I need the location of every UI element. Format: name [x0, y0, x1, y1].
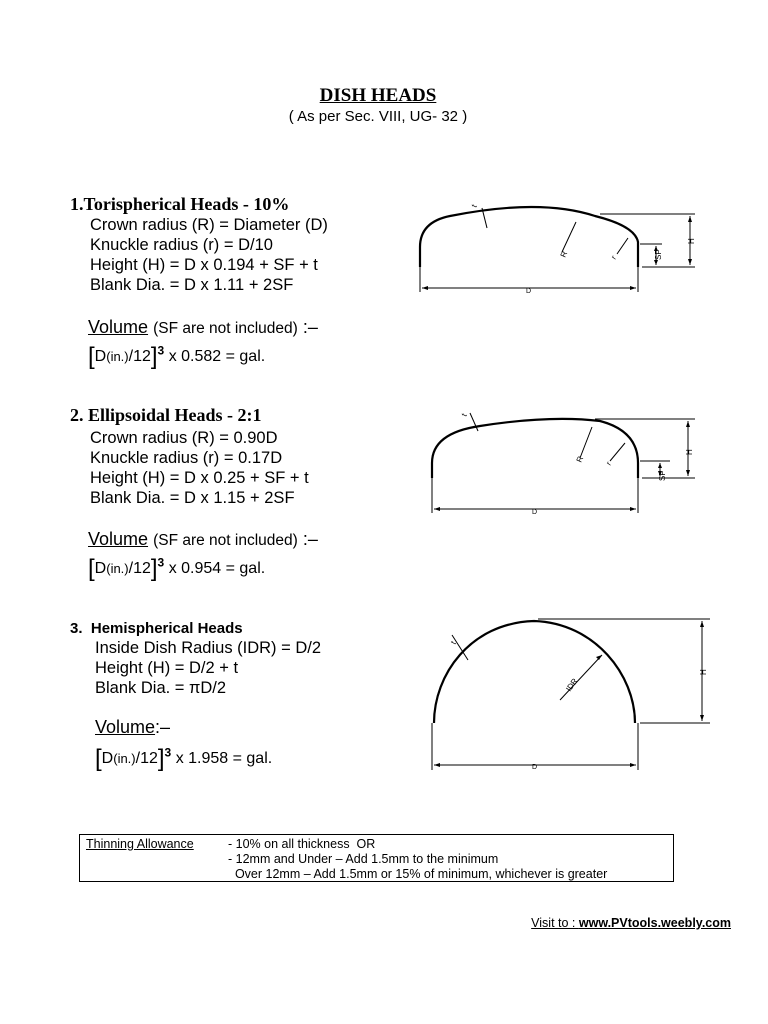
- section-1-volume: [88, 317, 318, 338]
- formula-exp: 3: [157, 343, 165, 358]
- section-1-line: Knuckle radius (r) = D/10: [90, 236, 273, 254]
- thinning-allowance-line: Over 12mm – Add 1.5mm or 15% of minimum, whichever is greater: [228, 867, 608, 881]
- section-1-title: Torispherical Heads: [83, 194, 239, 214]
- section-1-number: 1.: [70, 194, 84, 214]
- crown-radius-label: R: [558, 249, 570, 259]
- diameter-label: D: [526, 288, 532, 295]
- volume-label: Volume: [95, 717, 156, 737]
- section-2-volume: [88, 529, 318, 550]
- thinning-allowance-line: - 10% on all thickness OR: [228, 837, 376, 851]
- volume-suffix: :–: [302, 317, 318, 337]
- section-2-suffix: - 2:1: [227, 405, 262, 425]
- hemispherical-head-diagram: [420, 605, 720, 775]
- section-2-lines: [90, 428, 309, 508]
- formula-sub: (in.): [106, 561, 129, 576]
- knuckle-radius-label: r: [609, 253, 619, 262]
- formula-div: /12: [128, 348, 151, 365]
- section-3-volume: [95, 717, 170, 738]
- volume-label: Volume: [88, 317, 149, 337]
- thickness-label: t: [448, 639, 458, 646]
- section-1-line: Blank Dia. = D x 1.11 + 2SF: [90, 276, 294, 294]
- formula-exp: 3: [164, 745, 172, 760]
- section-3-number: 3.: [70, 620, 83, 637]
- height-label: H: [685, 449, 694, 455]
- section-1-line: Height (H) = D x 0.194 + SF + t: [90, 256, 318, 274]
- thickness-label: t: [459, 412, 469, 418]
- torispherical-head-diagram: [410, 192, 710, 302]
- formula-exp: 3: [157, 555, 165, 570]
- page-subtitle: ( As per Sec. VIII, UG- 32 ): [288, 108, 468, 125]
- height-label: H: [699, 669, 708, 675]
- section-2-line: Knuckle radius (r) = 0.17D: [90, 449, 283, 467]
- formula-d: D: [94, 348, 107, 365]
- section-2-line: Blank Dia. = D x 1.15 + 2SF: [90, 489, 295, 507]
- formula-rest: x 1.958 = gal.: [175, 750, 273, 767]
- section-3-title: Hemispherical Heads: [90, 620, 243, 637]
- straight-flange-label: SF: [658, 470, 667, 481]
- ellipsoidal-head-diagram: [420, 403, 710, 523]
- section-3-line: Blank Dia. = πD/2: [95, 679, 227, 697]
- idr-label: IDR: [564, 676, 580, 694]
- section-2-formula: $[D(in.)/12]^3$ x 0.954 = gal.: [88, 555, 266, 582]
- formula-div: /12: [135, 750, 158, 767]
- formula-rest: x 0.582 = gal.: [168, 348, 266, 365]
- formula-div: /12: [128, 560, 151, 577]
- section-2-line: Crown radius (R) = 0.90D: [90, 429, 278, 447]
- straight-flange-label: SF: [654, 249, 663, 260]
- volume-label: Volume: [88, 529, 149, 549]
- section-1-suffix: - 10%: [242, 194, 290, 214]
- formula-rest: x 0.954 = gal.: [168, 560, 266, 577]
- website-link[interactable]: www.PVtools.weebly.com: [578, 916, 731, 930]
- section-2-title: Ellipsoidal Heads: [88, 405, 223, 425]
- page-title: DISH HEADS: [319, 85, 437, 106]
- footer: [531, 916, 731, 930]
- formula-d: D: [94, 560, 107, 577]
- section-1-lines: [90, 215, 328, 295]
- section-3-lines: [95, 638, 321, 698]
- diameter-label: D: [532, 509, 538, 516]
- formula-d: D: [101, 750, 114, 767]
- volume-note: (SF are not included): [153, 320, 298, 337]
- formula-sub: (in.): [113, 751, 136, 766]
- section-1-formula: $[D(in.)/12]^3$ x 0.582 = gal.: [88, 343, 266, 370]
- crown-radius-label: R: [574, 454, 586, 464]
- volume-note: (SF are not included): [153, 532, 298, 549]
- thinning-allowance-line: - 12mm and Under – Add 1.5mm to the minimum: [228, 852, 499, 866]
- section-3-formula: $[D(in.)/12]^3$ x 1.958 = gal.: [95, 745, 273, 772]
- section-2-heading: [70, 405, 262, 426]
- section-1-heading: [70, 194, 289, 215]
- volume-suffix: :–: [155, 717, 171, 737]
- section-2-line: Height (H) = D x 0.25 + SF + t: [90, 469, 309, 487]
- formula-sub: (in.): [106, 349, 129, 364]
- thinning-allowance-lines: [228, 837, 607, 882]
- section-3-line: Height (H) = D/2 + t: [95, 659, 239, 677]
- thinning-allowance-box: [79, 834, 674, 882]
- diameter-label: D: [532, 764, 538, 771]
- section-1-line: Crown radius (R) = Diameter (D): [90, 216, 328, 234]
- height-label: H: [687, 238, 696, 244]
- footer-prefix: Visit to :: [531, 916, 579, 930]
- section-3-heading: [70, 620, 243, 637]
- volume-suffix: :–: [302, 529, 318, 549]
- thickness-label: t: [469, 203, 479, 209]
- thinning-allowance-label: Thinning Allowance: [86, 837, 194, 851]
- section-2-number: 2.: [70, 405, 84, 425]
- section-3-line: Inside Dish Radius (IDR) = D/2: [95, 639, 322, 657]
- knuckle-radius-label: r: [604, 459, 614, 468]
